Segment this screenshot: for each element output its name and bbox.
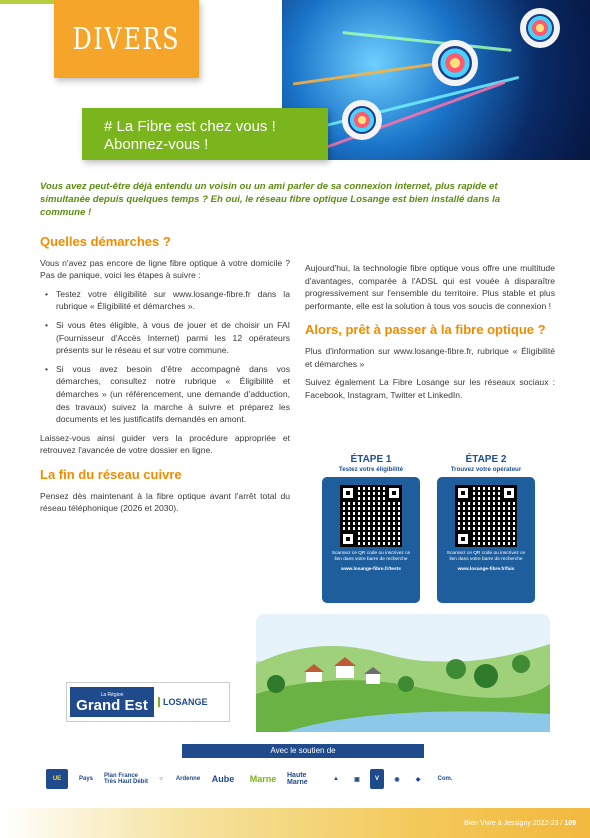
step-1 <box>322 454 420 603</box>
left-column <box>40 236 290 521</box>
sponsor-logo: Ardenne <box>175 776 201 782</box>
qr-code-icon[interactable] <box>340 485 402 547</box>
sponsor-logo: ▣ <box>354 776 360 783</box>
footer-publication: Bien Vivre à Jessigny 2022-23 / <box>464 820 565 827</box>
paragraph: Plus d'information sur www.losange-fibre.fr, rubrique « Éligibilité et démarches » <box>305 345 555 369</box>
eu-logo: UE <box>46 769 68 789</box>
sponsor-logos <box>46 764 546 794</box>
list-item: • Si vous avez besoin d'être accompagné dans vos démarches, consultez notre rubrique « Éligibilité et démarches » (un référencement, une demande d'adduction, des travaux) suivez la marche à suivre et préparez les documents et les justificatifs demandés en amont. <box>40 363 290 426</box>
grand-est-logo <box>70 687 154 717</box>
sponsor-logo: Pays <box>78 776 93 782</box>
heading-fin-cuivre: La fin du réseau cuivre <box>40 466 182 482</box>
qr-url: www.losange-fibre.fr/fais <box>457 566 515 572</box>
region-big: Grand Est <box>76 696 148 714</box>
partner-logos <box>66 682 230 722</box>
sponsor-logo: ○ <box>159 776 163 782</box>
sponsor-logo: ◆ <box>415 776 421 783</box>
losange-logo: LOSANGE <box>158 697 208 707</box>
sponsor-logo: Aube <box>211 774 235 784</box>
sponsor-logo: Marne <box>249 774 277 784</box>
heading-demarches: Quelles démarches ? <box>40 234 171 249</box>
sponsor-logo: Haute Marne <box>287 772 308 786</box>
fiber-optic-hero-image <box>282 0 590 160</box>
list-item: • Testez votre éligibilité sur www.losange-fibre.fr dans la rubrique « Éligibilité et démarches ». <box>40 288 290 313</box>
region-small: La Région <box>100 691 124 698</box>
support-bar: Avec le soutien de <box>182 744 424 758</box>
paragraph: Pensez dès maintenant à la fibre optique avant l'arrêt total du réseau téléphonique (2026 et 2030). <box>40 490 290 514</box>
sponsor-logo: ▲ <box>333 776 339 782</box>
right-column <box>305 262 555 407</box>
title-banner <box>82 108 328 160</box>
paragraph: Laissez-vous ainsi guider vers la procédure appropriée et retrouvez l'avancée de votre dossier en ligne. <box>40 432 290 456</box>
sponsor-logo: Com. <box>437 776 453 782</box>
step-2 <box>437 454 535 603</box>
paragraph: Vous n'avez pas encore de ligne fibre optique à votre domicile ? Pas de panique, voici les étapes à suivre : <box>40 257 290 281</box>
qr-card <box>437 477 535 603</box>
qr-instructions: Scannez ce QR code ou inscrivez ce lien dans votre barre de recherche <box>446 551 526 563</box>
qr-card <box>322 477 420 603</box>
heading-pret-fibre: Alors, prêt à passer à la fibre optique ? <box>305 322 546 338</box>
sponsor-logo: Plan France Très Haut Débit <box>104 773 149 785</box>
intro-text: Vous avez peut-être déjà entendu un voisin ou un ami parler de sa connexion internet, plus rapide et simultanée depuis quelques temps ? Eh oui, le réseau fibre optique Losange est bien installé dans la commune ! <box>40 181 501 218</box>
village-landscape-illustration <box>256 614 550 732</box>
section-tab <box>54 0 199 78</box>
footer-text <box>464 820 576 827</box>
qr-steps <box>322 454 537 614</box>
list-item: • Si vous êtes éligible, à vous de jouer et de choisir un FAI (Fournisseur d'Accès Internet) parmi les 12 opérateurs présents sur le réseau et sur votre commune. <box>40 319 290 357</box>
title-line-1: # La Fibre est chez vous ! <box>104 118 276 135</box>
title-line-2: Abonnez-vous ! <box>104 136 209 153</box>
step-label: ÉTAPE 1 <box>350 454 392 465</box>
qr-instructions: Scannez ce QR code ou inscrivez ce lien dans votre barre de recherche <box>331 551 411 563</box>
paragraph: Aujourd'hui, la technologie fibre optique vous offre une multitude d'avantages, comparée à l'ADSL qui est vouée à disparaître progressivement sur l'ensemble du territoire. Plus stable et plus performante, elle est la solution à tous vos soucis de connexion ! <box>305 263 555 311</box>
qr-url: www.losange-fibre.fr/tests <box>341 566 401 572</box>
top-strip <box>0 0 54 4</box>
step-subtitle: Testez votre éligibilité <box>338 466 404 473</box>
step-label: ÉTAPE 2 <box>465 454 507 465</box>
page-number: 109 <box>564 820 576 827</box>
qr-code-icon[interactable] <box>455 485 517 547</box>
section-tab-label: DIVERS <box>72 21 181 57</box>
sponsor-logo: V <box>370 769 384 789</box>
step-subtitle: Trouvez votre opérateur <box>450 466 522 473</box>
steps-list <box>40 288 290 426</box>
paragraph: Suivez également La Fibre Losange sur les réseaux sociaux : Facebook, Instagram, Twitter et LinkedIn. <box>305 377 555 400</box>
sponsor-logo: ◉ <box>394 776 400 783</box>
